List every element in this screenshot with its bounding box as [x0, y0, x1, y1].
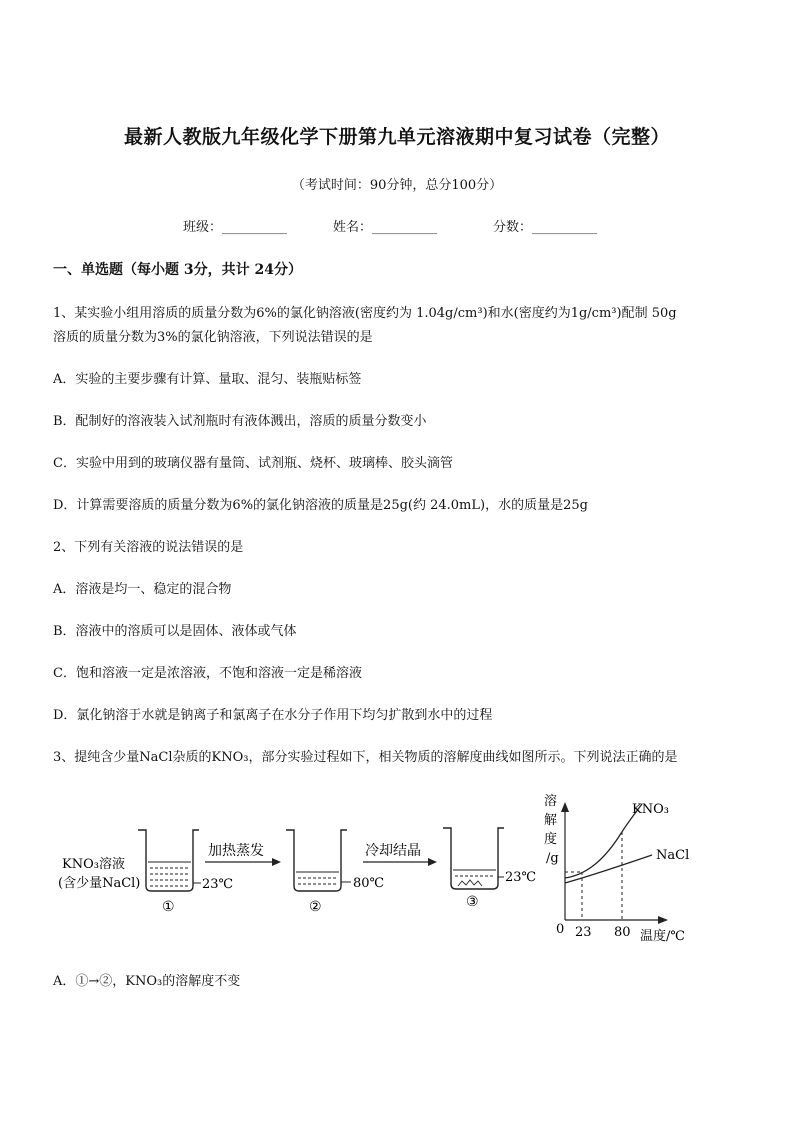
beaker-number-2: ②: [309, 899, 322, 915]
temp-label-3: 23℃: [505, 870, 537, 885]
y-label-char-4: /g: [546, 851, 559, 866]
series-label-kno3: KNO₃: [632, 802, 669, 817]
x-tick-23: 23: [575, 925, 592, 940]
q3-option-a[interactable]: A．①→②，KNO₃的溶解度不变: [53, 974, 241, 989]
step-label-1: 加热蒸发: [208, 843, 264, 859]
page-title: 最新人教版九年级化学下册第九单元溶液期中复习试卷（完整）: [123, 126, 670, 148]
student-fields: [183, 216, 597, 235]
step-label-2: 冷却结晶: [365, 843, 421, 859]
section-heading: 一、单选题（每小题 3分，共计 24分）: [53, 262, 302, 278]
q1-option-d[interactable]: D．计算需要溶质的质量分数为6%的氯化钠溶液的质量是25g(约 24.0mL)，水的质量是25g: [53, 498, 588, 513]
class-field[interactable]: 班级：__________: [183, 220, 288, 235]
beaker-2: [286, 830, 351, 891]
y-label-char-2: 解: [544, 813, 558, 828]
exam-info: （考试时间：90分钟，总分100分）: [291, 178, 503, 193]
kno3-curve: [565, 804, 642, 878]
q3-figure: [0, 780, 794, 950]
arrow-1-head: [272, 858, 281, 866]
q1-stem-line1: 1、某实验小组用溶质的质量分数为6%的氯化钠溶液(密度约为 1.04g/cm³)和水(密度约为1g/cm³)配制 50g: [53, 306, 677, 321]
q2-option-a[interactable]: A．溶液是均一、稳定的混合物: [53, 582, 232, 597]
x-axis-arrow: [658, 916, 668, 924]
y-label-char-3: 度: [544, 832, 558, 847]
x-axis-label: 温度/℃: [640, 929, 685, 944]
temp-label-1: 23℃: [202, 877, 234, 892]
series-label-nacl: NaCl: [656, 848, 690, 863]
arrow-2-head: [428, 858, 437, 866]
score-field[interactable]: 分数：__________: [493, 220, 598, 235]
y-label-char-1: 溶: [544, 794, 558, 809]
q1-option-c[interactable]: C．实验中用到的玻璃仪器有量筒、试剂瓶、烧杯、玻璃棒、胶头滴管: [53, 456, 453, 471]
q1-option-b[interactable]: B．配制好的溶液装入试剂瓶时有液体溅出，溶质的质量分数变小: [53, 414, 427, 429]
beaker-number-3: ③: [466, 894, 479, 910]
x-tick-80: 80: [614, 925, 631, 940]
q1-stem-line2: 溶质的质量分数为3%的氯化钠溶液，下列说法错误的是: [53, 330, 373, 345]
q1-option-a[interactable]: A．实验的主要步骤有计算、量取、混匀、装瓶贴标签: [53, 372, 362, 387]
solution-label: KNO₃溶液: [62, 857, 125, 872]
q2-option-c[interactable]: C．饱和溶液一定是浓溶液，不饱和溶液一定是稀溶液: [53, 666, 362, 681]
y-axis-arrow: [561, 802, 569, 812]
temp-label-2: 80℃: [353, 876, 385, 891]
name-field[interactable]: 姓名：__________: [333, 220, 438, 235]
beaker-1: [138, 830, 201, 891]
q2-stem: 2、下列有关溶液的说法错误的是: [53, 540, 244, 555]
impurity-label: (含少量NaCl): [58, 876, 141, 891]
q2-option-b[interactable]: B．溶液中的溶质可以是固体、液体或气体: [53, 624, 297, 639]
beaker-3: [443, 828, 504, 889]
beaker-number-1: ①: [162, 899, 175, 915]
q2-option-d[interactable]: D．氯化钠溶于水就是钠离子和氯离子在水分子作用下均匀扩散到水中的过程: [53, 708, 493, 723]
origin-label: 0: [556, 922, 565, 937]
nacl-curve: [565, 855, 652, 883]
solubility-chart: [544, 793, 689, 944]
q3-stem: 3、提纯含少量NaCl杂质的KNO₃，部分实验过程如下，相关物质的溶解度曲线如图所示。下列说法正确的是: [53, 750, 678, 765]
